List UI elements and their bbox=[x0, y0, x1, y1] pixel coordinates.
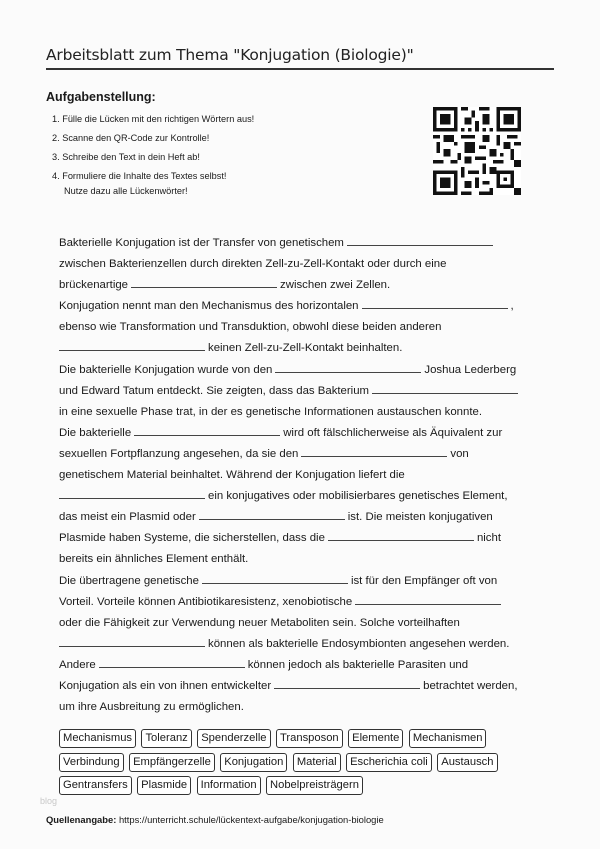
cloze-line bbox=[59, 507, 549, 528]
watermark: blog bbox=[40, 796, 58, 806]
cloze-text-segment: ist für den Empfänger oft von bbox=[350, 574, 498, 587]
cloze-text-segment: ein konjugatives oder mobilisierbares genetisches Element, bbox=[208, 490, 508, 503]
task-item: 1. Fülle die Lücken mit den richtigen Wörtern aus! bbox=[52, 114, 255, 124]
task-note: Nutze dazu alle Lückenwörter! bbox=[64, 186, 188, 196]
cloze-text-segment: und Edward Tatum entdeckt. Sie zeigten, dass das Bakterium bbox=[59, 384, 370, 397]
cloze-text-segment: Andere bbox=[59, 658, 96, 671]
blank-field[interactable] bbox=[134, 424, 280, 436]
word-chip[interactable]: Mechanismus bbox=[59, 729, 136, 748]
word-bank bbox=[59, 728, 529, 799]
cloze-line bbox=[59, 613, 549, 634]
blank-field[interactable] bbox=[59, 635, 205, 647]
word-chip[interactable]: Nobelpreisträgern bbox=[266, 776, 363, 795]
cloze-text-segment: Die bakterielle bbox=[59, 426, 132, 439]
cloze-text-segment: Die bakterielle Konjugation wurde von den bbox=[59, 363, 273, 376]
cloze-text-segment: Konjugation nennt man den Mechanismus des horizontalen bbox=[59, 300, 359, 313]
blank-field[interactable] bbox=[274, 677, 420, 689]
blank-field[interactable] bbox=[362, 297, 508, 309]
word-chip[interactable]: Konjugation bbox=[220, 753, 287, 772]
source-label: Quellenangabe: bbox=[46, 814, 117, 825]
word-chip[interactable]: Plasmide bbox=[137, 776, 191, 795]
cloze-text-segment: ist. Die meisten konjugativen bbox=[347, 511, 493, 524]
cloze-line bbox=[59, 423, 549, 444]
word-chip[interactable]: Information bbox=[197, 776, 261, 795]
cloze-text-segment: nicht bbox=[476, 532, 501, 545]
cloze-text-segment: betrachtet werden, bbox=[423, 679, 518, 692]
qr-code-icon bbox=[433, 107, 521, 195]
task-list bbox=[52, 113, 254, 189]
cloze-line bbox=[59, 697, 549, 718]
cloze-line bbox=[59, 634, 549, 655]
cloze-text-segment: von bbox=[450, 447, 469, 460]
blank-field[interactable] bbox=[199, 508, 345, 520]
cloze-text-segment: wird oft fälschlicherweise als Äquivalent zur bbox=[283, 426, 503, 439]
cloze-line bbox=[59, 402, 549, 423]
cloze-line bbox=[59, 254, 549, 275]
source-link[interactable]: https://unterricht.schule/lückentext-aufgabe/konjugation-biologie bbox=[118, 814, 384, 825]
word-chip[interactable]: Verbindung bbox=[59, 753, 124, 772]
blank-field[interactable] bbox=[202, 572, 348, 584]
word-bank-row bbox=[59, 775, 529, 799]
word-bank-row bbox=[59, 752, 529, 776]
word-chip[interactable]: Toleranz bbox=[141, 729, 191, 748]
cloze-text-segment: zwischen zwei Zellen. bbox=[280, 279, 391, 292]
cloze-text-segment: können jedoch als bakterielle Parasiten und bbox=[247, 658, 469, 671]
cloze-line bbox=[59, 381, 549, 402]
word-chip[interactable]: Mechanismen bbox=[409, 729, 487, 748]
cloze-text-segment: zwischen Bakterienzellen durch direkten Zell-zu-Zell-Kontakt oder durch eine bbox=[59, 258, 447, 271]
cloze-text-segment: Bakterielle Konjugation ist der Transfer von genetischem bbox=[59, 237, 344, 249]
word-chip[interactable]: Austausch bbox=[437, 753, 497, 772]
cloze-text-segment: können als bakterielle Endosymbionten angesehen werden. bbox=[208, 637, 510, 650]
cloze-text-segment: Joshua Lederberg bbox=[424, 363, 517, 376]
word-chip[interactable]: Material bbox=[293, 753, 341, 772]
blank-field[interactable] bbox=[328, 529, 474, 541]
task-item: 2. Scanne den QR-Code zur Kontrolle! bbox=[52, 133, 210, 143]
cloze-line bbox=[59, 528, 549, 549]
cloze-text-segment: Konjugation als ein von ihnen entwickelter bbox=[59, 679, 272, 692]
cloze-line bbox=[59, 296, 549, 317]
blank-field[interactable] bbox=[347, 234, 493, 246]
blank-field[interactable] bbox=[372, 382, 518, 394]
cloze-text-segment: oder die Fähigkeit zur Verwendung neuer Metaboliten sein. Solche vorteilhaften bbox=[59, 616, 460, 629]
cloze-text-segment: Die übertragene genetische bbox=[59, 574, 199, 587]
source-line bbox=[46, 814, 384, 825]
cloze-text-segment: das meist ein Plasmid oder bbox=[59, 511, 196, 524]
cloze-text-segment: sexuellen Fortpflanzung angesehen, da sie den bbox=[59, 447, 299, 460]
cloze-text-segment: keinen Zell-zu-Zell-Kontakt beinhalten. bbox=[208, 342, 403, 355]
cloze-line bbox=[59, 233, 549, 254]
word-bank-row bbox=[59, 728, 529, 752]
cloze-line bbox=[59, 592, 549, 613]
cloze-line bbox=[59, 655, 549, 676]
word-chip[interactable]: Escherichia coli bbox=[346, 753, 432, 772]
word-chip[interactable]: Empfängerzelle bbox=[129, 753, 215, 772]
cloze-line bbox=[59, 338, 549, 359]
word-chip[interactable]: Spenderzelle bbox=[197, 729, 270, 748]
cloze-text-segment: in eine sexuelle Phase trat, in der es genetische Informationen austauschen konnte. bbox=[59, 405, 482, 418]
task-item: 3. Schreibe den Text in dein Heft ab! bbox=[52, 152, 200, 162]
cloze-text-segment: bereits ein ähnliches Element enthält. bbox=[59, 553, 249, 566]
cloze-line bbox=[59, 676, 549, 697]
blank-field[interactable] bbox=[131, 276, 277, 288]
word-chip[interactable]: Elemente bbox=[348, 729, 403, 748]
cloze-text bbox=[59, 233, 549, 718]
cloze-line bbox=[59, 360, 549, 381]
cloze-line bbox=[59, 549, 549, 570]
title-divider bbox=[46, 68, 554, 70]
cloze-text-segment: , bbox=[510, 300, 514, 313]
blank-field[interactable] bbox=[355, 593, 501, 605]
blank-field[interactable] bbox=[301, 445, 447, 457]
cloze-text-segment: Vorteil. Vorteile können Antibiotikaresistenz, xenobiotische bbox=[59, 595, 353, 608]
cloze-line bbox=[59, 444, 549, 465]
task-item: 4. Formuliere die Inhalte des Textes selbst! bbox=[52, 171, 227, 181]
blank-field[interactable] bbox=[275, 361, 421, 373]
task-heading: Aufgabenstellung: bbox=[46, 90, 156, 104]
page-title: Arbeitsblatt zum Thema "Konjugation (Biologie)" bbox=[46, 46, 414, 64]
cloze-line bbox=[59, 571, 549, 592]
word-chip[interactable]: Gentransfers bbox=[59, 776, 132, 795]
word-chip[interactable]: Transposon bbox=[276, 729, 343, 748]
blank-field[interactable] bbox=[99, 656, 245, 668]
cloze-line bbox=[59, 486, 549, 507]
cloze-line bbox=[59, 275, 549, 296]
cloze-text-segment: Plasmide haben Systeme, die sicherstellen, dass die bbox=[59, 532, 325, 545]
cloze-text-segment: ebenso wie Transformation und Transduktion, obwohl diese beiden anderen bbox=[59, 321, 442, 334]
cloze-line bbox=[59, 317, 549, 338]
blank-field[interactable] bbox=[59, 339, 205, 351]
cloze-text-segment: um ihre Ausbreitung zu ermöglichen. bbox=[59, 701, 244, 714]
cloze-line bbox=[59, 465, 549, 486]
cloze-text-segment: genetischem Material beinhaltet. Während der Konjugation liefert die bbox=[59, 469, 405, 482]
cloze-text-segment: brückenartige bbox=[59, 279, 129, 292]
blank-field[interactable] bbox=[59, 487, 205, 499]
